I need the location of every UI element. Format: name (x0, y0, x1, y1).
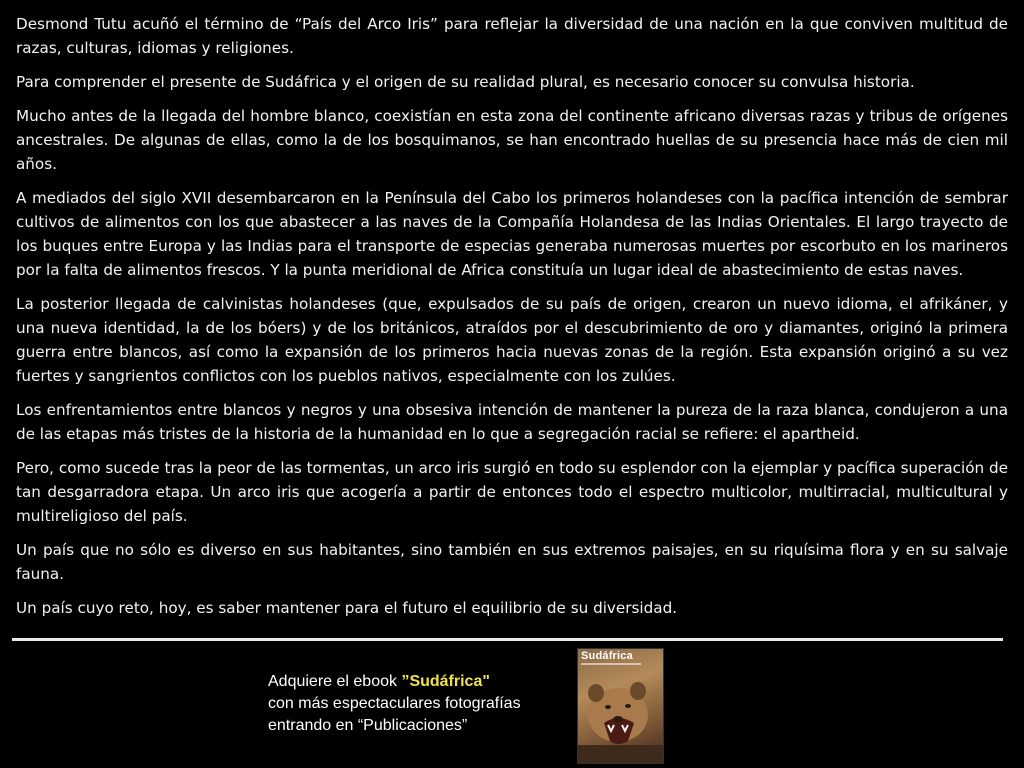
ebook-cover-image[interactable] (577, 648, 664, 764)
paragraph: La posterior llegada de calvinistas holandeses (que, expulsados de su país de origen, crearon un nuevo idioma, el afrikáner, y una nueva identidad, la de los bóers) y de los británicos, atraídos por el descubrimiento de oro y diamantes, originó la primera guerra entre blancos, así como la expansión de los primeros hacia nuevas zonas de la región. Esta expansión originó a su vez fuertes y sangrientos conflictos con los pueblos nativos, especialmente con los zulúes. (16, 295, 1008, 385)
promo-line-1 (268, 671, 521, 693)
paragraph: Desmond Tutu acuñó el término de “País del Arco Iris” para reflejar la diversidad de una nación en la que conviven multitud de razas, culturas, idiomas y religiones. (16, 15, 1008, 57)
promo-line-2: con más espectaculares fotografías (268, 695, 521, 712)
ebook-promo (268, 671, 521, 737)
ebook-title: ”Sudáfrica" (401, 673, 490, 690)
lion-cub-icon (578, 649, 663, 763)
paragraph: Pero, como sucede tras la peor de las tormentas, un arco iris surgió en todo su esplendor con la ejemplar y pacífica superación de tan desgarradora etapa. Un arco iris que acogería a partir de entonces todo el espectro multicolor, multirracial, multicultural y multireligioso del país. (16, 459, 1008, 525)
paragraph: Mucho antes de la llegada del hombre blanco, coexistían en esta zona del continente africano diversas razas y tribus de orígenes ancestrales. De algunas de ellas, como la de los bosquimanos, se han encontrado huellas de su presencia hace más de cien mil años. (16, 107, 1008, 173)
article-body (16, 12, 1008, 630)
paragraph: Para comprender el presente de Sudáfrica y el origen de su realidad plural, es necesario conocer su convulsa historia. (16, 73, 915, 91)
promo-line-3: entrando en “Publicaciones” (268, 717, 468, 734)
paragraph: Un país que no sólo es diverso en sus habitantes, sino también en sus extremos paisajes, en su riquísima flora y en su salvaje fauna. (16, 541, 1008, 583)
promo-prefix: Adquiere el ebook (268, 673, 402, 690)
paragraph: Un país cuyo reto, hoy, es saber mantener para el futuro el equilibrio de su diversidad. (16, 599, 678, 617)
cover-title: Sudáfrica (581, 650, 633, 662)
cover-subtitle-bar (581, 663, 641, 665)
divider (12, 638, 1003, 641)
paragraph: A mediados del siglo XVII desembarcaron en la Península del Cabo los primeros holandeses con la pacífica intención de sembrar cultivos de alimentos con los que abastecer a las naves de la Compañía Holandesa de las Indias Orientales. El largo trayecto de los buques entre Europa y las Indias para el transporte de especias generaba numerosas muertes por escorbuto en los marineros por la falta de alimentos frescos. Y la punta meridional de Africa constituía un lugar ideal de abastecimiento de estas naves. (16, 189, 1008, 279)
paragraph: Los enfrentamientos entre blancos y negros y una obsesiva intención de mantener la pureza de la raza blanca, condujeron a una de las etapas más tristes de la historia de la humanidad en lo que a segregación racial se refiere: el apartheid. (16, 401, 1008, 443)
